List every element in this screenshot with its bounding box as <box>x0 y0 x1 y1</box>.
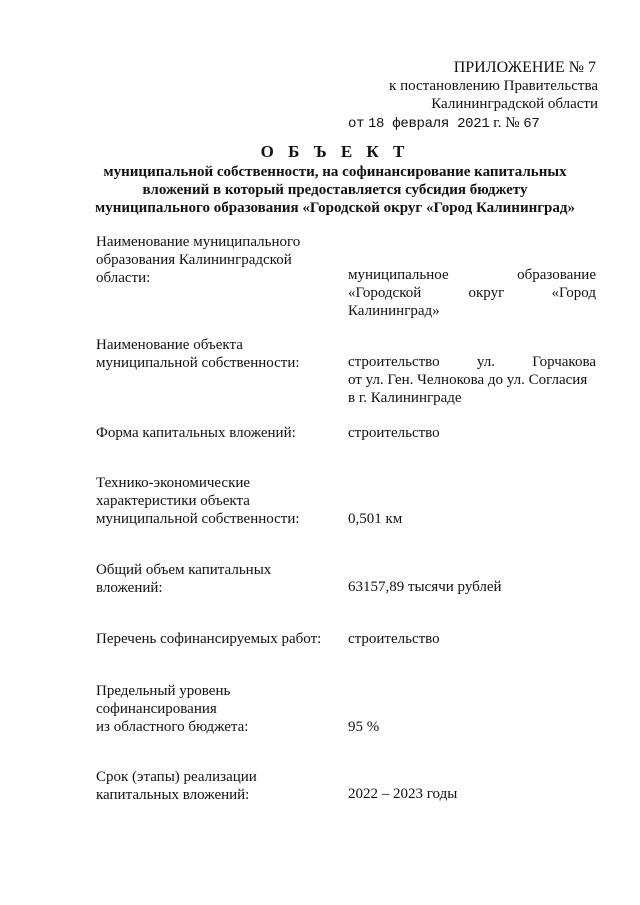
row-label <box>96 682 336 736</box>
row-label <box>96 336 336 372</box>
title-main: О Б Ъ Е К Т <box>260 142 410 161</box>
value-line: от ул. Ген. Челнокова до ул. Согласия <box>348 372 588 388</box>
label-line: Технико-экономические <box>96 475 251 491</box>
label-line: образования Калининградской <box>96 252 292 268</box>
label-line: Предельный уровень <box>96 683 231 699</box>
value-line: 2022 – 2023 годы <box>348 786 458 802</box>
label-line: муниципальной собственности: <box>96 511 300 527</box>
value-line: строительство <box>348 425 440 441</box>
row-value <box>348 718 596 736</box>
label-line: Срок (этапы) реализации <box>96 769 257 785</box>
label-line: муниципальной собственности: <box>96 355 300 371</box>
value-line: 0,501 км <box>348 511 403 527</box>
value-line: строительство <box>348 631 440 647</box>
value-line: 63157,89 тысячи рублей <box>348 579 502 595</box>
appendix-header <box>348 59 598 133</box>
resolution-date-line <box>348 114 598 133</box>
row-label <box>96 233 336 287</box>
region-name: Калининградской области <box>431 96 598 112</box>
row-label <box>96 474 336 528</box>
label-line: области: <box>96 270 151 286</box>
value-line: муниципальное образование <box>348 267 596 283</box>
row-value <box>348 353 596 407</box>
title-line-3: муниципального образования «Городской округ «Город Калининград» <box>95 200 575 216</box>
label-line: Перечень софинансируемых работ: <box>96 631 322 647</box>
row-value <box>348 785 596 803</box>
row-value <box>348 578 596 596</box>
label-line: Наименование муниципального <box>96 234 301 250</box>
date-prefix: от <box>348 116 365 132</box>
row-value <box>348 266 596 320</box>
title-line-1: муниципальной собственности, на софинансирование капитальных <box>103 164 567 180</box>
label-line: вложений: <box>96 580 163 596</box>
value-line: в г. Калининграде <box>348 390 462 406</box>
resolution-number: 67 <box>523 116 540 132</box>
label-line: Наименование объекта <box>96 337 243 353</box>
row-value <box>348 630 596 648</box>
label-line: софинансирования <box>96 701 217 717</box>
row-label <box>96 561 336 597</box>
document-title <box>60 143 610 217</box>
label-line: характеристики объекта <box>96 493 250 509</box>
resolution-reference: к постановлению Правительства <box>389 78 598 94</box>
row-label <box>96 768 336 804</box>
label-line: Общий объем капитальных <box>96 562 272 578</box>
label-line: из областного бюджета: <box>96 719 249 735</box>
value-line: «Городской округ «Город <box>348 285 596 301</box>
date-suffix: г. № <box>493 115 520 131</box>
value-line: 95 % <box>348 719 380 735</box>
value-line: строительство ул. Горчакова <box>348 354 596 370</box>
row-label <box>96 630 336 648</box>
appendix-title: ПРИЛОЖЕНИЕ № 7 <box>453 59 596 76</box>
resolution-date: 18 февраля 2021 <box>367 116 490 132</box>
row-value <box>348 510 596 528</box>
row-label <box>96 424 336 442</box>
title-line-2: вложений в который предоставляется субсидия бюджету <box>142 182 528 198</box>
label-line: капитальных вложений: <box>96 787 250 803</box>
label-line: Форма капитальных вложений: <box>96 425 296 441</box>
value-line: Калининград» <box>348 303 440 319</box>
row-value <box>348 424 596 442</box>
